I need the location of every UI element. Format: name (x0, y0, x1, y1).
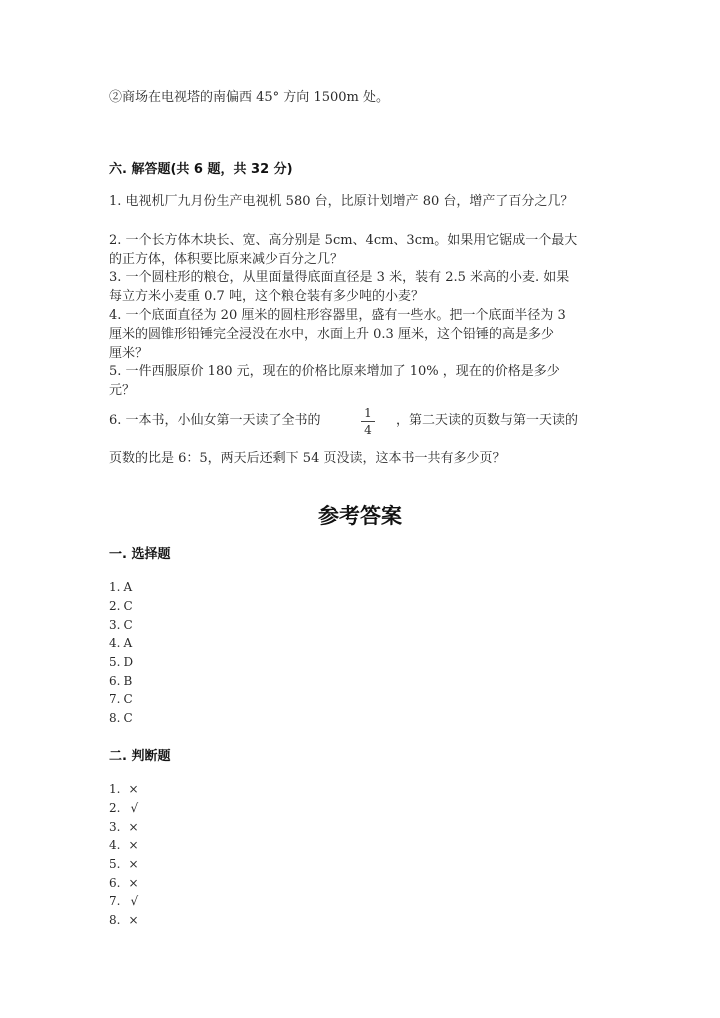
fraction-denominator: 4 (364, 423, 372, 437)
choice-answer: 1. A (109, 580, 133, 594)
choice-answer: 5. D (109, 655, 134, 669)
judge-answers-heading: 二. 判断题 (109, 749, 171, 764)
question-6-line-1-end: ，第二天读的页数与第一天读的 (396, 413, 579, 428)
question-4-line-2: 厘米的圆锥形铅锤完全浸没在水中，水面上升 0.3 厘米，这个铅锤的高是多少 (109, 327, 554, 342)
judge-answer: 4. × (109, 838, 139, 852)
judge-answer: 8. × (109, 913, 139, 927)
fraction-numerator: 1 (364, 406, 372, 420)
question-5-line-2: 元？ (109, 383, 136, 398)
choice-answer: 8. C (109, 711, 133, 725)
choice-answer: 4. A (109, 636, 133, 650)
direction-note: ②商场在电视塔的南偏西 45° 方向 1500m 处。 (109, 90, 389, 105)
question-2-line-2: 的正方体，体积要比原来减少百分之几？ (109, 252, 344, 267)
judge-answer: 5. × (109, 857, 139, 871)
fraction-one-quarter (361, 406, 375, 437)
question-4-line-3: 厘米？ (109, 346, 149, 361)
judge-answer: 1. × (109, 782, 139, 796)
answer-key-title: 参考答案 (318, 504, 402, 528)
question-6-line-2: 页数的比是 6：5，两天后还剩下 54 页没读，这本书一共有多少页？ (109, 451, 506, 466)
question-4-line-1: 4. 一个底面直径为 20 厘米的圆柱形容器里，盛有一些水。把一个底面半径为 3 (109, 308, 566, 323)
question-5-line-1: 5. 一件西服原价 180 元，现在的价格比原来增加了 10% ，现在的价格是多少 (109, 364, 560, 379)
choice-answers-heading: 一. 选择题 (109, 547, 171, 562)
section-six-heading: 六. 解答题(共 6 题，共 32 分) (109, 162, 293, 177)
question-3-line-2: 每立方米小麦重 0.7 吨，这个粮仓装有多少吨的小麦？ (109, 289, 424, 304)
fraction-bar (361, 421, 375, 422)
choice-answer: 3. C (109, 618, 133, 632)
question-1: 1. 电视机厂九月份生产电视机 580 台，比原计划增产 80 台，增产了百分之几？ (109, 194, 574, 209)
choice-answer: 7. C (109, 692, 133, 706)
question-6-line-1-start: 6. 一本书，小仙女第一天读了全书的 (109, 413, 321, 428)
judge-answer: 3. × (109, 820, 139, 834)
judge-answer: 2. √ (109, 801, 139, 815)
choice-answer: 6. B (109, 674, 133, 688)
judge-answer: 7. √ (109, 894, 139, 908)
choice-answer: 2. C (109, 599, 133, 613)
question-3-line-1: 3. 一个圆柱形的粮仓，从里面量得底面直径是 3 米，装有 2.5 米高的小麦. 如果 (109, 270, 570, 285)
judge-answer: 6. × (109, 876, 139, 890)
question-2-line-1: 2. 一个长方体木块长、宽、高分别是 5cm、4cm、3cm。如果用它锯成一个最大 (109, 233, 578, 248)
